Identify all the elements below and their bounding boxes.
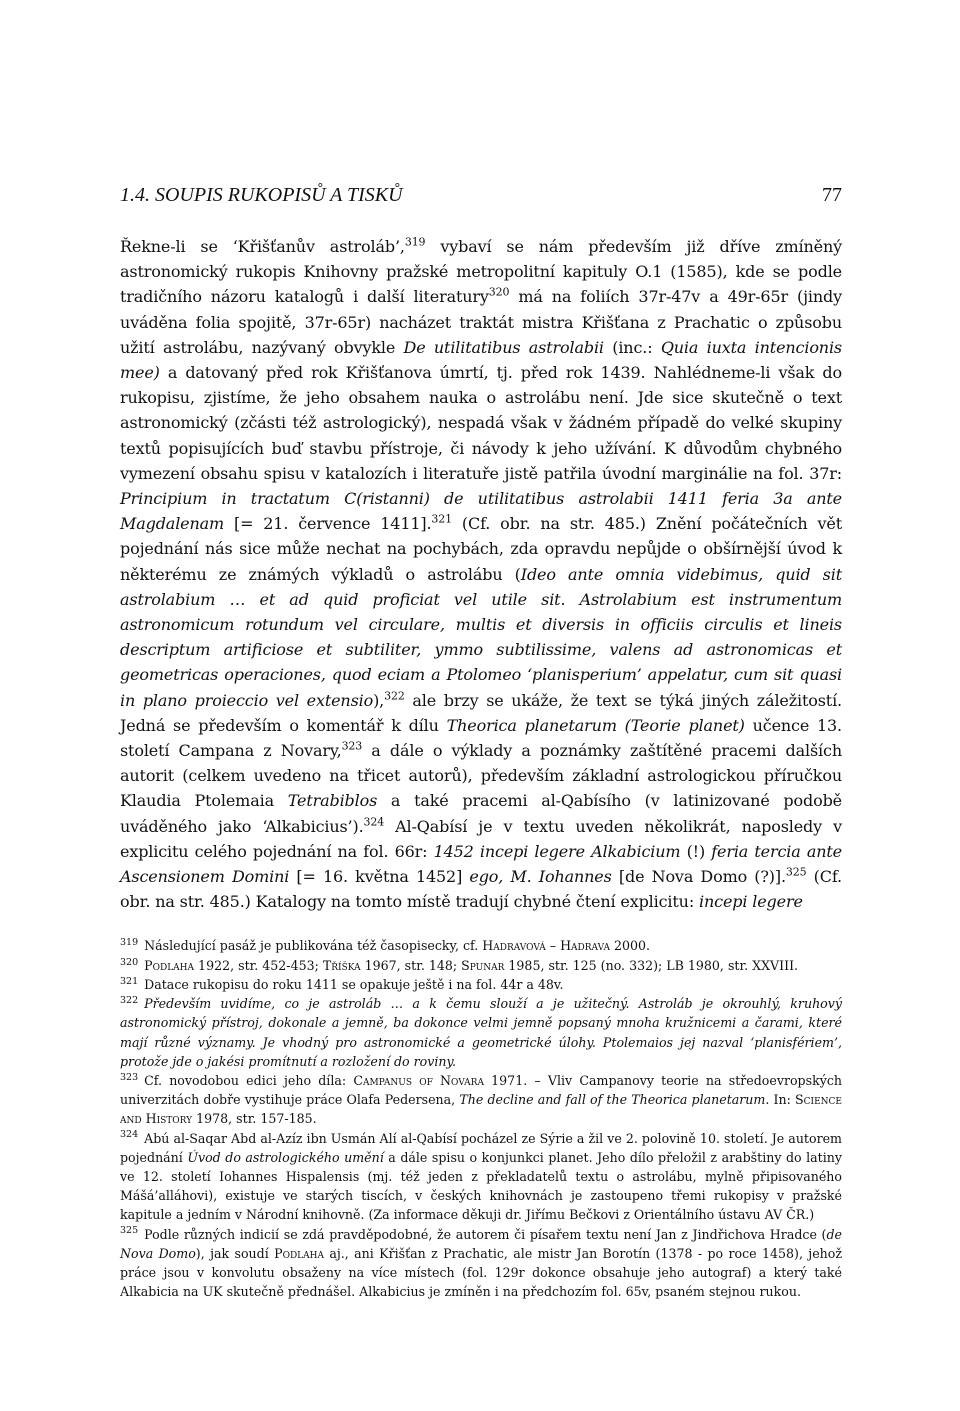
text-segment: a dále o výklady a poznámky zaštítěné pracemi dalších autorit (celkem uvedeno na třicet autorů), především základní astrologickou příručkou Klaudia Ptolemaia	[120, 741, 842, 811]
footnote-text: Podle různých indicií se zdá pravděpodobné, že autorem či písařem textu není Jan z Jindřichova Hradce (	[144, 1226, 827, 1242]
footnote-number: 322	[120, 994, 139, 1006]
work-title: Úvod do astrologického umění	[187, 1149, 384, 1165]
text-segment: [= 16. května 1452]	[289, 867, 470, 887]
author-name: Campanus of Novara	[353, 1072, 484, 1088]
footnote-text: ), jak soudí	[195, 1245, 275, 1261]
author-name: Hadrava	[560, 938, 610, 954]
footnote-ref-319[interactable]: 319	[404, 235, 426, 249]
text-segment: (inc.:	[603, 337, 661, 357]
main-paragraph	[120, 234, 842, 914]
footnote-text: 2000.	[609, 938, 651, 954]
latin-name: de Nova Domo	[120, 1226, 842, 1261]
footnote-text: Datace rukopisu do roku 1411 se opakuje ještě i na fol. 44r a 48v.	[144, 976, 564, 992]
work-title: The decline and fall of the Theorica planetarum.	[459, 1092, 770, 1108]
latin-incipit: Quia iuxta intencionis mee)	[120, 337, 842, 383]
text-segment: [de Nova Domo (?)].	[611, 867, 786, 887]
footnote-text: –	[545, 938, 561, 954]
footnotes	[120, 936, 842, 1301]
footnote-ref-323[interactable]: 323	[341, 739, 363, 753]
footnote-text: 1978, str. 157-185.	[192, 1111, 317, 1127]
section-title: 1.4. SOUPIS RUKOPISŮ A TISKŮ	[120, 184, 403, 206]
author-name: Hadravová	[482, 938, 546, 954]
footnote-number: 319	[120, 937, 139, 949]
footnote-text: 1971. – Vliv Campanovy teorie na středoevropských univerzitách dobře vystihuje práce Olafa Pedersena,	[120, 1072, 842, 1108]
work-title: Tetrabiblos	[287, 791, 378, 811]
book-page	[120, 180, 842, 1301]
work-title: Theorica planetarum (Teorie planet)	[446, 715, 745, 735]
journal-name: Science and History	[120, 1092, 842, 1127]
running-head	[120, 180, 842, 214]
author-name: Spunar	[461, 957, 505, 973]
footnote-319	[120, 936, 842, 955]
text-segment: (Cf. obr. na str. 485.) Katalogy na tomto místě tradují chybné čtení explicitu:	[120, 867, 842, 912]
latin-explicit: ego, M. Iohannes	[469, 867, 612, 887]
latin-marginalia: Principium in tractatum C(ristanni) de utilitatibus astrolabii 1411 feria 3a ante Magdalenam	[120, 489, 842, 534]
footnote-text: Cf. novodobou edici jeho díla:	[144, 1072, 354, 1088]
latin-explicit: feria tercia ante Ascensionem Domini	[120, 841, 842, 887]
author-name: Podlaha	[144, 957, 195, 973]
footnote-325	[120, 1225, 842, 1302]
footnote-ref-325[interactable]: 325	[785, 865, 807, 879]
footnote-text: In:	[769, 1092, 795, 1108]
footnote-text: 1922, str. 452-453;	[194, 957, 323, 973]
footnote-text: Následující pasáž je publikována též časopisecky, cf.	[144, 938, 483, 954]
footnote-321	[120, 975, 842, 994]
text-segment: a také pracemi al-Qabísího (v latinizované podobě uváděného jako ‘Alkabicius’).	[120, 791, 842, 836]
footnote-number: 325	[120, 1225, 139, 1237]
text-segment: ),	[373, 690, 385, 710]
footnote-323	[120, 1071, 842, 1129]
footnote-number: 324	[120, 1129, 139, 1141]
text-segment: [= 21. července 1411].	[224, 514, 432, 534]
footnote-text: Abú al-Saqar Abd al-Azíz ibn Usmán Alí al-Qabísí pocházel ze Sýrie a žil ve 2. polovině 10. století. Je autorem pojednání	[120, 1130, 842, 1165]
latin-explicit: 1452 incepi legere Alkabicium	[433, 841, 681, 861]
page-number: 77	[822, 184, 842, 206]
text-segment: má na foliích 37r-47v a 49r-65r (jindy uváděna folia spojitě, 37r-65r) nacházet traktát mistra Křišťana z Prachatic o způsobu užití astrolábu, nazývaný obvykle	[120, 287, 842, 357]
footnote-324	[120, 1129, 842, 1225]
author-name: Tříška	[322, 957, 361, 973]
latin-explicit: incepi legere	[699, 892, 803, 912]
footnote-320	[120, 956, 842, 975]
footnote-text: aj., ani Křišťan z Prachatic, ale mistr Jan Borotín (1378 - po roce 1458), jehož práce jsou v konvolutu obsaženy na více místech (fol. 129r dokonce obsahuje jeho autograf) a který také Alkabicia na UK skutečně přednášel. Alkabicius je zmíněn i na předchozím fol. 65v, psaném stejnou rukou.	[120, 1245, 842, 1300]
footnote-322	[120, 994, 842, 1071]
footnote-number: 320	[120, 956, 139, 968]
text-segment: (!)	[680, 841, 712, 861]
text-segment: vybaví se nám především již dříve zmíněný astronomický rukopis Knihovny pražské metropolitní kapituly O.1 (1585), kde se podle tradičního názoru katalogů i další literatury	[120, 237, 843, 307]
text-segment: učence 13. století Campana z Novary,	[120, 715, 842, 761]
footnote-text: 1985, str. 125 (no. 332); LB 1980, str. XXVIII.	[504, 957, 799, 973]
latin-quote: Ideo ante omnia videbimus, quid sit astrolabium … et ad quid proficiat vel utile sit. Astrolabium est instrumentum astronomicum rotundum vel circulare, multis et diversis in officiis circulis et lineis descriptum artificiose et subtiliter, ymmo subtilissime, valens ad astronomicas et geometricas operaciones, quod eciam a Ptolomeo ‘planisperium’ appelatur, cum sit quasi in plano proieccio vel extensio	[120, 564, 842, 710]
footnote-ref-320[interactable]: 320	[488, 286, 510, 300]
text-segment: Al-Qabísí je v textu uveden několikrát, naposledy v explicitu celého pojednání na fol. 66r:	[120, 816, 842, 861]
footnote-translation: Především uvidíme, co je astroláb … a k čemu slouží a je užitečný. Astroláb je okrouhlý, kruhový astronomický přístroj, dokonale a jemně, ba dokonce velmi jemně popsaný mnoha kružnicemi a čarami, které mají různé významy. Je vhodný pro astronomické a geometrické úlohy. Ptolemaios jej nazval ‘planisfériem’, protože jde o jakési promítnutí a rozložení do roviny.	[120, 996, 842, 1069]
text-segment: Řekne-li se ‘Křišťanův astroláb’,	[120, 237, 405, 256]
footnote-number: 321	[120, 975, 139, 987]
text-segment: a datovaný před rok Křišťanova úmrtí, tj. před rok 1439. Nahlédneme-li však do rukopisu, zjistíme, že jeho obsahem nauka o astrolábu není. Jde sice skutečně o text astronomický (zčásti též astrologický), nespadá však v žádném případě do velké skupiny textů popisujících buď stavbu přístroje, či návody k jeho užívání. K důvodům chybného vymezení obsahu spisu v katalozích i literatuře jistě patřila úvodní marginálie na fol. 37r:	[120, 363, 842, 483]
footnote-text: 1967, str. 148;	[360, 957, 462, 973]
footnote-text: a dále spisu o konjunkci planet. Jeho dílo přeložil z arabštiny do latiny ve 12. století Iohannes Hispalensis (mj. též jeden z překladatelů textu o astrolábu, mylně připisovaného Mášá’alláhovi), existuje ve starých tiscích, v českých knihovnách je zastoupeno třemi rukopisy v pražské kapitule a jedním v Národní knihovně. (Za informace děkuji dr. Jiřímu Bečkovi z Orientálního ústavu AV ČR.)	[120, 1149, 842, 1223]
text-segment: ale brzy se ukáže, že text se týká jiných záležitostí. Jedná se především o komentář k dílu	[120, 690, 842, 735]
footnote-ref-321[interactable]: 321	[431, 512, 452, 526]
author-name: Podlaha	[274, 1245, 324, 1261]
footnote-ref-322[interactable]: 322	[384, 689, 405, 703]
latin-title: De utilitatibus astrolabii	[403, 337, 604, 357]
footnote-ref-324[interactable]: 324	[363, 815, 385, 829]
footnote-number: 323	[120, 1071, 139, 1083]
text-segment: (Cf. obr. na str. 485.) Znění počátečních vět pojednání nás sice může nechat na pochybách, zda opravdu nepůjde o obšírnější úvod k některému ze známých výkladů o astrolábu (	[120, 514, 843, 584]
